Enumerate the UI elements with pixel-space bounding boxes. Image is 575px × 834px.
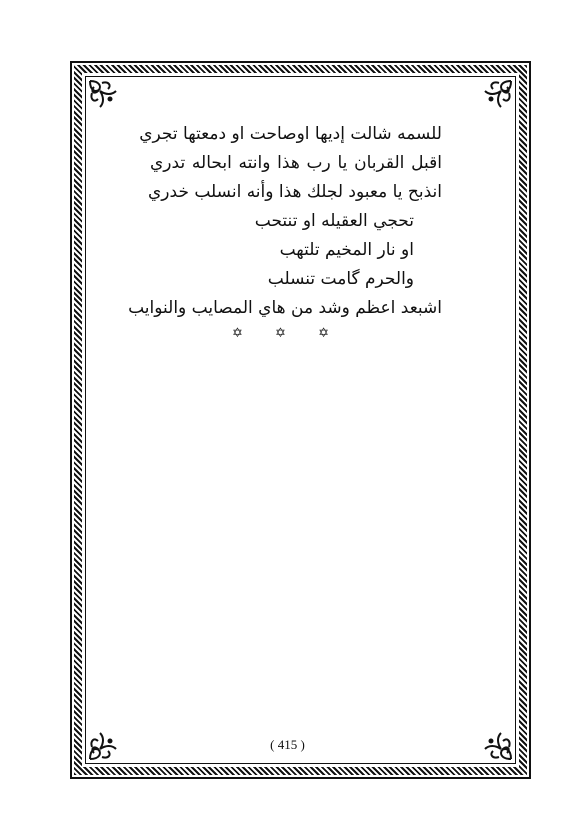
poem-line: انذبح يا معبود لجلك هذا وأنه انسلب خدري — [148, 182, 442, 202]
poem-line: والحرم گامت تنسلب — [267, 269, 414, 289]
poem-line: او نار المخيم تلتهب — [279, 240, 414, 260]
page-number: ( 415 ) — [270, 737, 305, 752]
poem-block — [128, 120, 442, 323]
poem-line: للسمه شالت إديها اوصاحت او دمعتها تجري — [139, 124, 442, 144]
poem-line: تحجي العقيله او تنتحب — [254, 211, 414, 231]
poem-line: اقبل القربان يا رب هذا وانته ابحاله تدري — [150, 153, 442, 173]
corner-ornament-icon — [86, 77, 120, 111]
star-separator-icon: ✡ ✡ ✡ — [232, 326, 343, 341]
corner-ornament-icon — [481, 77, 515, 111]
poem-line: اشبعد اعظم وشد من هاي المصايب والنوايب — [128, 298, 442, 318]
